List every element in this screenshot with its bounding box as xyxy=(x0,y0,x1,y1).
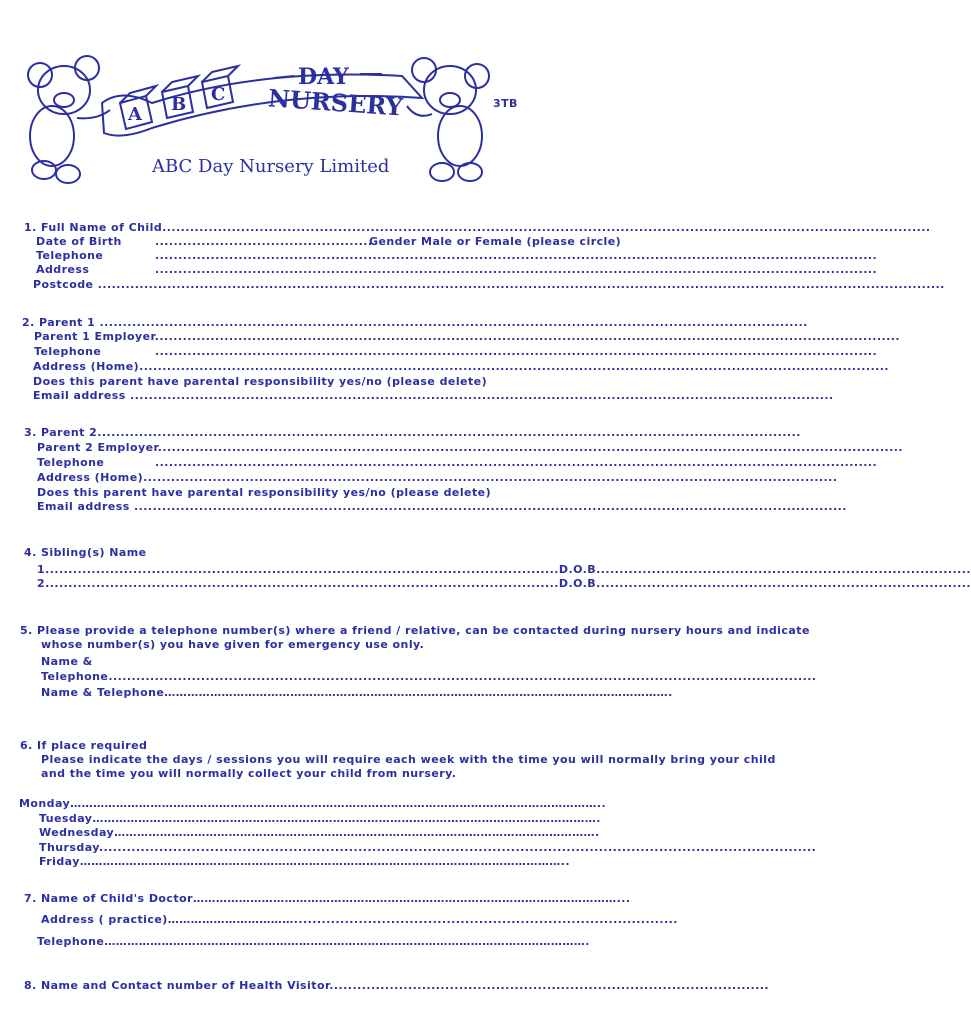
s7-address: Address ( practice)……………………………................................................................................... xyxy=(41,913,678,926)
s1-dob-dots: ............................................... xyxy=(155,235,373,248)
s3-parent: 3. Parent 2........................................................................................................................................................ xyxy=(24,426,801,439)
s6-line-1: Please indicate the days / sessions you will require each week with the time you will normally bring your child xyxy=(41,753,776,766)
s3-address-home: Address (Home)...................................................................................................................................................... xyxy=(37,471,838,484)
s6-day-friday: Friday……………………………………………………………………………………………………………….. xyxy=(39,855,570,868)
s8-health-visitor: 8. Name and Contact number of Health Visitor............................................................................................... xyxy=(24,979,770,992)
block-letter-c: C xyxy=(211,84,226,105)
s1-gender: Gender Male or Female (please circle) xyxy=(369,235,622,248)
left-teddy-bear-icon xyxy=(28,56,110,183)
s2-employer: Parent 1 Employer................................................................................................................................................................. xyxy=(34,330,901,343)
s3-telephone-dots: ............................................................................................................................................................ xyxy=(155,456,878,469)
s7-doctor: 7. Name of Child's Doctor…………………………………………………………………………………………………... xyxy=(24,892,631,905)
block-letter-a: A xyxy=(128,104,142,125)
s6-day-wednesday: Wednesday………………………………………………………………………………………………………………. xyxy=(39,826,600,839)
s1-telephone-label: Telephone xyxy=(36,249,104,262)
s6-day-thursday: Thursday........................................................................................................................................................... xyxy=(39,841,817,854)
s5-line-2: whose number(s) you have given for emergency use only. xyxy=(41,638,425,651)
s1-postcode: Postcode ....................................................................................................................................................................................... xyxy=(33,278,945,291)
s4-sibling-row-1: 1...............................................................................................................D.O.B................................................................................. xyxy=(37,563,971,576)
nursery-logo xyxy=(22,48,522,188)
s1-telephone-dots: ............................................................................................................................................................ xyxy=(155,249,878,262)
s6-line-2: and the time you will normally collect your child from nursery. xyxy=(41,767,457,780)
s5-name-telephone: Name & Telephone……………………………………………………………………………………………………………………. xyxy=(41,686,673,699)
s2-telephone-label: Telephone xyxy=(34,345,102,358)
s5-telephone: Telephone......................................................................................................................................................... xyxy=(41,670,817,683)
logo-nursery: NURSERY xyxy=(267,83,404,122)
s4-sibling-row-2: 2...............................................................................................................D.O.B................................................................................. xyxy=(37,577,971,590)
block-letter-b: B xyxy=(171,94,187,115)
s6-day-monday: Monday………………………………………………………………………………………………………………………….. xyxy=(19,797,607,810)
s1-address-label: Address xyxy=(36,263,90,276)
s1-full-name: 1. Full Name of Child...................................................................................................................................................................... xyxy=(24,221,931,234)
company-name: ABC Day Nursery Limited xyxy=(152,156,390,177)
s3-employer: Parent 2 Employer................................................................................................................................................................. xyxy=(37,441,904,454)
right-teddy-bear-icon xyxy=(407,58,489,181)
s1-address-dots: ............................................................................................................................................................ xyxy=(155,263,878,276)
s2-address-home: Address (Home).................................................................................................................................................................. xyxy=(33,360,889,373)
s5-line-1: 5. Please provide a telephone number(s) where a friend / relative, can be contacted during nursery hours and indicate xyxy=(20,624,810,637)
s2-responsibility: Does this parent have parental responsibility yes/no (please delete) xyxy=(33,375,488,388)
s6-day-tuesday: Tuesday……………………………………………………………………………………………………………………. xyxy=(39,812,601,825)
s7-telephone: Telephone………………………………………………………………………………………………………………. xyxy=(37,935,590,948)
s1-dob-label: Date of Birth xyxy=(36,235,122,248)
s2-email: Email address ........................................................................................................................................................ xyxy=(33,389,834,402)
s6-title: 6. If place required xyxy=(20,739,148,752)
s3-responsibility: Does this parent have parental responsibility yes/no (please delete) xyxy=(37,486,492,499)
s2-parent: 2. Parent 1 ......................................................................................................................................................... xyxy=(22,316,808,329)
s2-telephone-dots: ............................................................................................................................................................ xyxy=(155,345,878,358)
address-fragment: 3TB xyxy=(493,97,518,110)
s5-name-label: Name & xyxy=(41,655,93,668)
s4-title: 4. Sibling(s) Name xyxy=(24,546,147,559)
s3-email: Email address .......................................................................................................................................................... xyxy=(37,500,847,513)
logo-day: DAY xyxy=(298,64,349,90)
s3-telephone-label: Telephone xyxy=(37,456,105,469)
